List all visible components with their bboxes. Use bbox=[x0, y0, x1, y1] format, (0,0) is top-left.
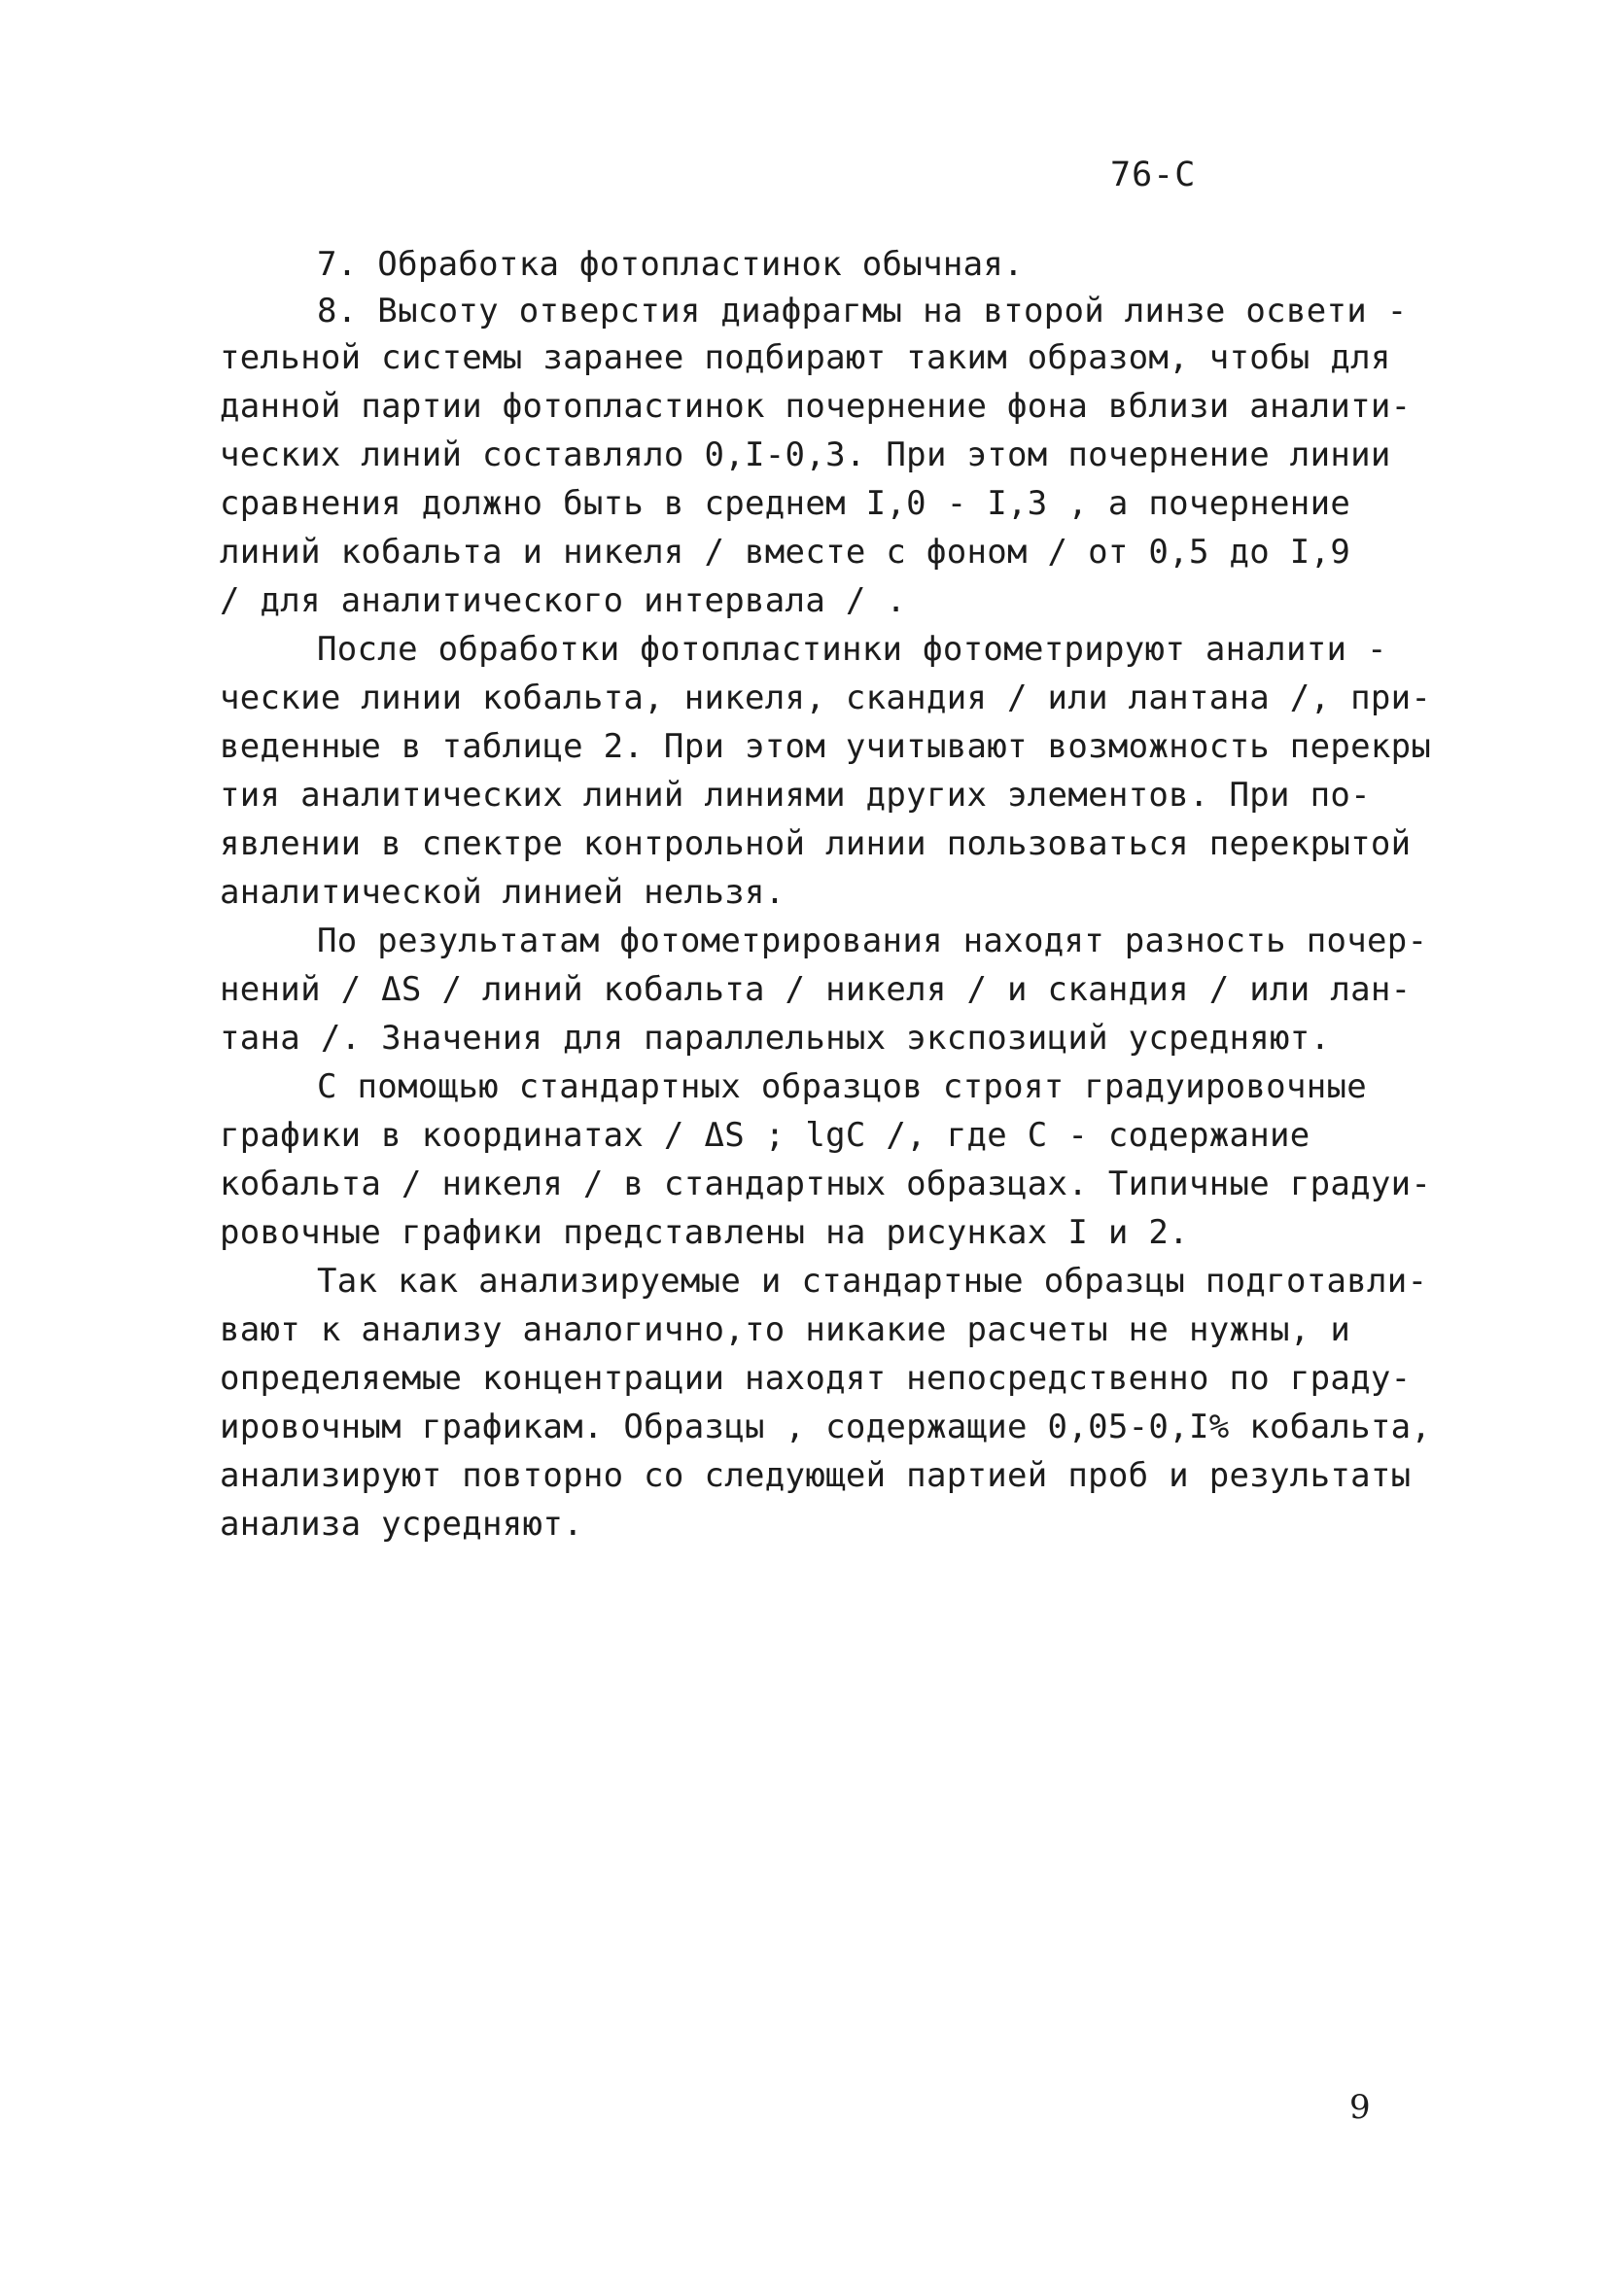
page-number: 9 bbox=[1349, 2088, 1371, 2127]
text-line: По результатам фотометрирования находят разность почер- bbox=[317, 922, 1428, 960]
text-line: Так как анализируемые и стандартные образцы подготавли- bbox=[317, 1262, 1428, 1301]
text-line: 7. Обработка фотопластинок обычная. bbox=[317, 245, 1024, 284]
text-line: линий кобальта и никеля / вместе с фоном / от 0,5 до I,9 bbox=[220, 533, 1351, 572]
text-line: вают к анализу аналогично,то никакие расчеты не нужны, и bbox=[220, 1310, 1351, 1349]
text-line: / для аналитического интервала / . bbox=[220, 581, 907, 620]
text-line: графики в координатах / ΔS ; lgC /, где С - содержание bbox=[220, 1116, 1310, 1155]
text-line: ческих линий составляло 0,I-0,3. При этом почернение линии bbox=[220, 435, 1391, 474]
text-line: С помощью стандартных образцов строят градуировочные bbox=[317, 1067, 1368, 1106]
text-line: ческие линии кобальта, никеля, скандия / или лантана /, при- bbox=[220, 678, 1432, 717]
text-line: определяемые концентрации находят непосредственно по граду- bbox=[220, 1359, 1412, 1398]
text-line: тельной системы заранее подбирают таким образом, чтобы для bbox=[220, 338, 1391, 377]
text-line: данной партии фотопластинок почернение фона вблизи аналити- bbox=[220, 387, 1412, 426]
text-line: 8. Высоту отверстия диафрагмы на второй линзе освети - bbox=[317, 292, 1408, 330]
text-line: анализа усредняют. bbox=[220, 1505, 583, 1544]
text-line: тия аналитических линий линиями других элементов. При по- bbox=[220, 776, 1371, 815]
text-line: явлении в спектре контрольной линии пользоваться перекрытой bbox=[220, 824, 1412, 863]
text-line: нений / ΔS / линий кобальта / никеля / и скандия / или лан- bbox=[220, 970, 1412, 1009]
text-line: После обработки фотопластинки фотометрируют аналити - bbox=[317, 630, 1387, 669]
text-line: ировочным графикам. Образцы , содержащие 0,05-0,I% кобальта, bbox=[220, 1408, 1432, 1446]
text-line: ровочные графики представлены на рисунках I и 2. bbox=[220, 1213, 1189, 1252]
text-line: сравнения должно быть в среднем I,0 - I,3 , а почернение bbox=[220, 484, 1351, 523]
text-line: веденные в таблице 2. При этом учитывают возможность перекры bbox=[220, 727, 1432, 766]
text-line: кобальта / никеля / в стандартных образцах. Типичные градуи- bbox=[220, 1165, 1432, 1203]
text-line: анализируют повторно со следующей партией проб и результаты bbox=[220, 1456, 1412, 1495]
document-code: 76-С bbox=[1110, 156, 1197, 194]
text-line: аналитической линией нельзя. bbox=[220, 873, 786, 912]
text-line: тана /. Значения для параллельных экспозиций усредняют. bbox=[220, 1019, 1331, 1058]
